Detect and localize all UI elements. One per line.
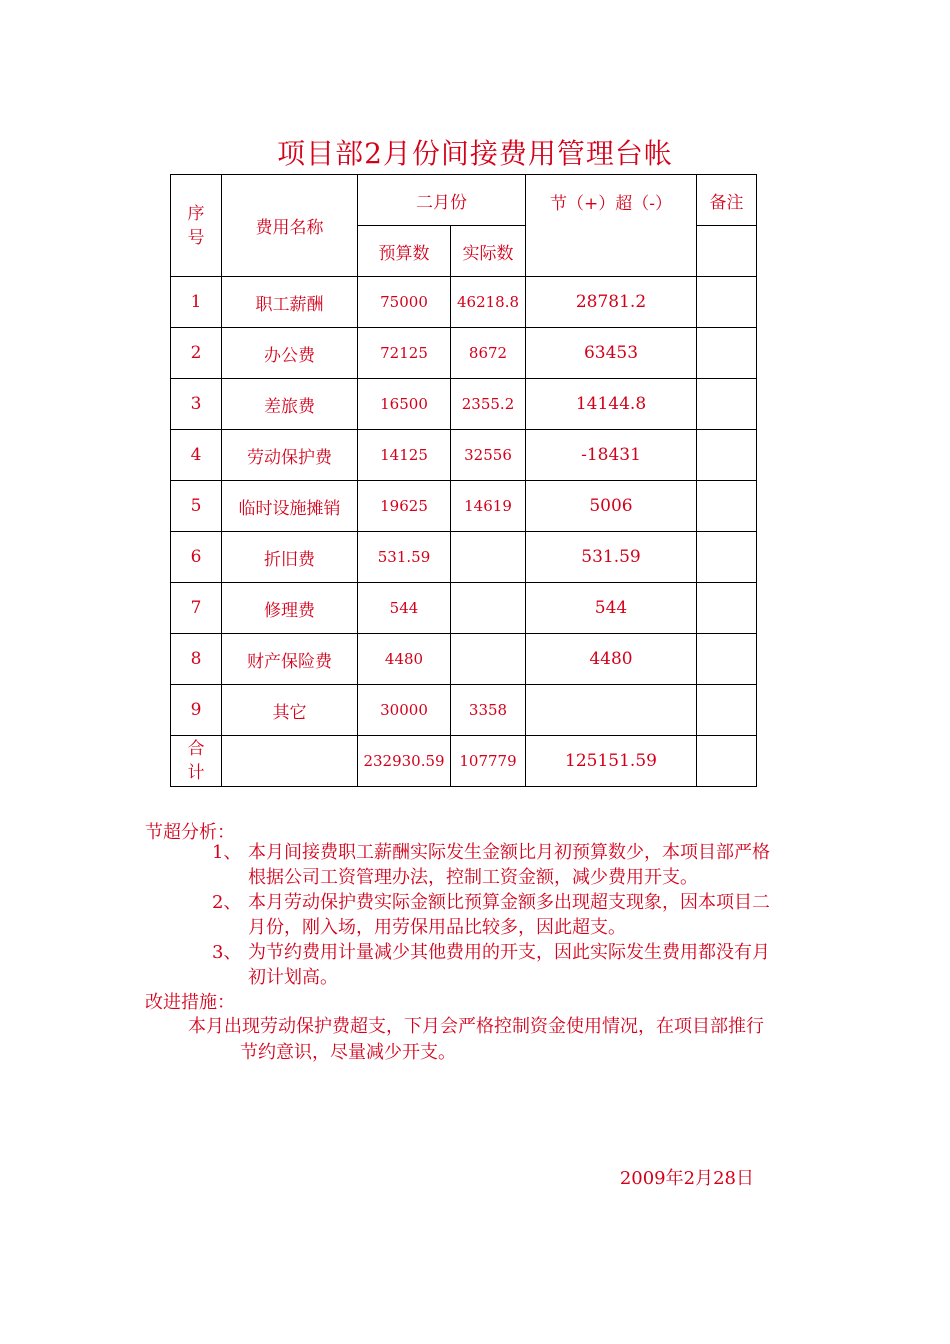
remark-cell [697, 634, 757, 685]
budget-cell: 544 [358, 583, 451, 634]
remark-cell [697, 277, 757, 328]
remark-cell [697, 532, 757, 583]
actual-cell: 2355.2 [451, 379, 526, 430]
header-remark: 备注 [697, 175, 757, 226]
name-cell: 修理费 [222, 583, 358, 634]
name-cell: 差旅费 [222, 379, 358, 430]
seq-cell: 3 [171, 379, 222, 430]
table-row [171, 481, 757, 532]
name-cell: 临时设施摊销 [222, 481, 358, 532]
seq-cell: 6 [171, 532, 222, 583]
name-cell: 劳动保护费 [222, 430, 358, 481]
actual-cell: 46218.8 [451, 277, 526, 328]
table-row [171, 685, 757, 736]
actual-cell [451, 583, 526, 634]
table-row [171, 328, 757, 379]
total-budget-cell: 232930.59 [358, 736, 451, 787]
name-cell: 财产保险费 [222, 634, 358, 685]
measures-line-1: 本月出现劳动保护费超支，下月会严格控制资金使用情况，在项目部推行 [188, 1016, 764, 1037]
expense-ledger-table [170, 174, 757, 787]
analysis-item-line-1: 本月间接费职工薪酬实际发生金额比月初预算数少，本项目部严格 [248, 842, 770, 863]
header-budget: 预算数 [358, 226, 451, 277]
total-remark-cell [697, 736, 757, 787]
table-row [171, 583, 757, 634]
header-name: 费用名称 [222, 175, 358, 277]
seq-cell: 4 [171, 430, 222, 481]
actual-cell: 14619 [451, 481, 526, 532]
diff-cell: 4480 [526, 634, 697, 685]
total-actual-cell: 107779 [451, 736, 526, 787]
diff-cell: 28781.2 [526, 277, 697, 328]
total-name-cell [222, 736, 358, 787]
budget-cell: 19625 [358, 481, 451, 532]
budget-cell: 72125 [358, 328, 451, 379]
actual-cell: 8672 [451, 328, 526, 379]
measures-line-2: 节约意识，尽量减少开支。 [240, 1042, 456, 1063]
measures-title: 改进措施： [145, 992, 235, 1013]
remark-cell [697, 379, 757, 430]
name-cell: 折旧费 [222, 532, 358, 583]
actual-cell: 32556 [451, 430, 526, 481]
actual-cell [451, 532, 526, 583]
seq-cell: 7 [171, 583, 222, 634]
diff-cell: 531.59 [526, 532, 697, 583]
analysis-item-index: 1、 [212, 842, 242, 863]
seq-cell: 8 [171, 634, 222, 685]
total-label-line-2: 计 [187, 763, 205, 783]
table-row [171, 532, 757, 583]
seq-cell: 9 [171, 685, 222, 736]
diff-cell: 14144.8 [526, 379, 697, 430]
header-month: 二月份 [358, 175, 526, 226]
name-cell: 其它 [222, 685, 358, 736]
name-cell: 职工薪酬 [222, 277, 358, 328]
header-seq: 序 号 [171, 175, 222, 277]
analysis-item-line-2: 初计划高。 [248, 967, 338, 988]
analysis-item-line-1: 本月劳动保护费实际金额比预算金额多出现超支现象，因本项目二 [248, 892, 770, 913]
analysis-item-line-1: 为节约费用计量减少其他费用的开支，因此实际发生费用都没有月 [248, 942, 770, 963]
actual-cell [451, 634, 526, 685]
header-row-1 [171, 175, 757, 226]
budget-cell: 531.59 [358, 532, 451, 583]
table-row [171, 430, 757, 481]
document-title: 项目部2月份间接费用管理台帐 [277, 137, 673, 170]
remark-cell [697, 685, 757, 736]
actual-cell: 3358 [451, 685, 526, 736]
total-label-line-1: 合 [187, 739, 205, 759]
name-cell: 办公费 [222, 328, 358, 379]
table-row [171, 277, 757, 328]
header-actual: 实际数 [451, 226, 526, 277]
budget-cell: 30000 [358, 685, 451, 736]
analysis-item-line-2: 月份，刚入场，用劳保用品比较多，因此超支。 [248, 917, 626, 938]
remark-cell [697, 583, 757, 634]
seq-cell: 5 [171, 481, 222, 532]
remark-cell [697, 430, 757, 481]
header-remark-blank [697, 226, 757, 277]
seq-cell: 1 [171, 277, 222, 328]
table-row [171, 379, 757, 430]
remark-cell [697, 481, 757, 532]
total-row [171, 736, 757, 787]
seq-cell: 2 [171, 328, 222, 379]
diff-cell: 544 [526, 583, 697, 634]
analysis-item-index: 3、 [212, 942, 242, 963]
analysis-title: 节超分析： [145, 822, 235, 843]
document-date: 2009年2月28日 [619, 1168, 754, 1189]
diff-cell: -18431 [526, 430, 697, 481]
table-row [171, 634, 757, 685]
budget-cell: 16500 [358, 379, 451, 430]
budget-cell: 14125 [358, 430, 451, 481]
total-diff-cell: 125151.59 [526, 736, 697, 787]
diff-cell: 63453 [526, 328, 697, 379]
improvement-measures [145, 992, 808, 1066]
budget-cell: 75000 [358, 277, 451, 328]
analysis-item-line-2: 根据公司工资管理办法，控制工资金额，减少费用开支。 [248, 867, 698, 888]
total-label-cell [171, 736, 222, 787]
analysis-item-index: 2、 [212, 892, 242, 913]
diff-cell [526, 685, 697, 736]
header-diff: 节（+）超（-） [526, 175, 697, 277]
budget-cell: 4480 [358, 634, 451, 685]
remark-cell [697, 328, 757, 379]
diff-cell: 5006 [526, 481, 697, 532]
